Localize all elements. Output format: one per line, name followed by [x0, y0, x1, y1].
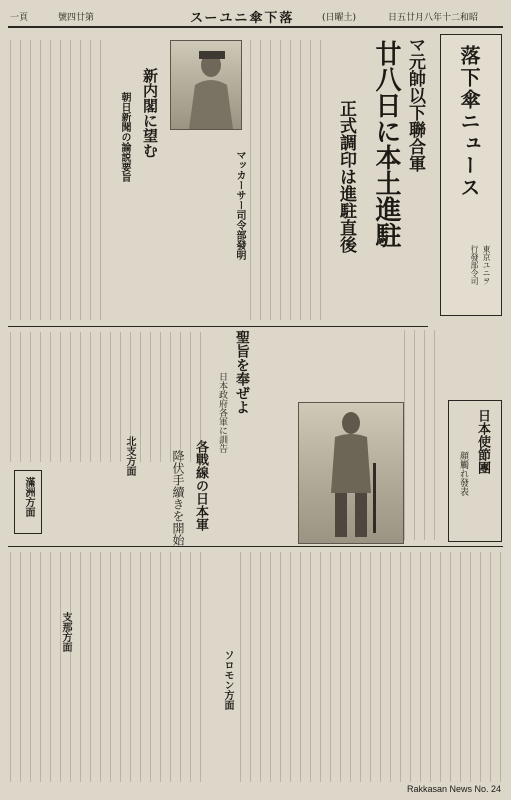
main-subheadline: 正式調印は進駐直後: [336, 100, 356, 253]
body-column-main: [250, 40, 330, 320]
body-column-envoy: [404, 330, 438, 540]
imperial-headline: 聖旨を奉ぜよ: [234, 330, 250, 414]
envoy-subheadline: 顔觸れ發表: [458, 451, 468, 496]
solomon-headline: ソロモン方面: [222, 650, 233, 710]
cabinet-subheadline: 朝日新聞の論説要旨: [119, 92, 130, 182]
divider-2: [8, 546, 503, 547]
masthead-publisher: 東京ユニヲ: [482, 245, 491, 285]
macarthur-headline: マッカーサー司令部發明: [234, 150, 245, 260]
issue-number: 號四廿第: [58, 13, 95, 23]
weekday: (日曜土): [322, 13, 357, 23]
south-headline: 支那方面: [60, 612, 71, 652]
main-headline-1: マ元帥以下聯合軍: [405, 36, 425, 172]
envoy-headline: 日本使節團: [475, 409, 490, 474]
macarthur-figure-icon: [171, 41, 241, 129]
manchuria-headline: 滿洲方面: [23, 477, 34, 517]
body-column-regions: [10, 552, 210, 782]
divider-1: [8, 326, 428, 327]
envoy-box: [448, 400, 502, 542]
masthead-logo: 落下傘ニュース: [457, 45, 481, 199]
imperial-subheadline: 日本政府各軍に訓告: [217, 372, 227, 453]
body-column-army: [10, 332, 210, 462]
manchuria-box: [14, 470, 42, 534]
japan-army-subheadline: 降伏手續きを開始: [171, 450, 185, 546]
body-column-cabinet: [10, 40, 110, 320]
footer-label: Rakkasan News No. 24: [406, 784, 501, 794]
soldier-figure-icon: [299, 403, 403, 543]
soldier-photo: [298, 402, 404, 544]
header-rule: [8, 26, 503, 28]
page-number: 一頁: [10, 13, 29, 23]
body-column-delegates: [240, 552, 502, 782]
masthead-box: [440, 34, 502, 316]
paper-title: スーユニ傘下落: [190, 11, 295, 26]
masthead-publisher-2: 行發部令司: [470, 245, 479, 285]
issue-date: 日五廿月八年十二和昭: [388, 13, 479, 23]
macarthur-photo: [170, 40, 242, 130]
cabinet-headline: 新内閣に望む: [141, 68, 159, 158]
header-strip: [0, 8, 511, 24]
japan-army-headline: 各戰線の日本軍: [193, 440, 208, 531]
main-headline-2: 廿八日に本土進駐: [371, 40, 401, 248]
north-headline: 北支方面: [124, 436, 135, 476]
